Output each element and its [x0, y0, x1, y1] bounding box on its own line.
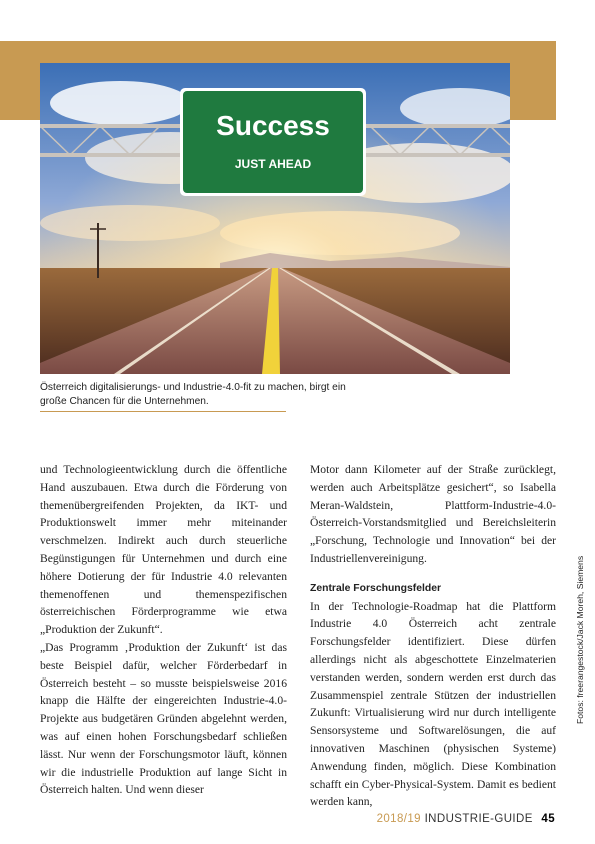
footer-year: 2018/19 — [376, 813, 421, 825]
left-column — [40, 461, 287, 799]
body-paragraph: „Das Programm ‚Produktion der Zukunft‘ ist das beste Beispiel dafür, welcher Förderbedarf in Österreich besteht – so musste beispielsweise 2016 knapp die Hälfte der eingereichten Industrie-4.0-Projekte aus budgetären Gründen abgelehnt werden, was auf einen hohen Forschungsbedarf schließen lässt. Nur wenn der Forschungsmotor läuft, können wir die industrielle Produktion auf lange Sicht in Österreich halten. Und wenn dieser — [40, 640, 287, 797]
sign-title: Success — [216, 110, 330, 141]
hero-photo — [40, 63, 510, 374]
footer-publication-title: INDUSTRIE-GUIDE — [424, 813, 533, 825]
body-paragraph: Motor dann Kilometer auf der Straße zurücklegt, werden auch Arbeitsplätze gesichert“, so Isabella Meran-Waldstein, Plattform-Industrie-4.0-Österreich-Vorstandsmitglied und Bereichsleiterin „Forschung, Technologie und Innovation“ bei der Industriellenvereinigung. — [310, 463, 556, 565]
page-footer — [377, 813, 555, 825]
photo-caption: Österreich digitalisierungs- und Industrie-4.0-fit zu machen, birgt ein große Chancen für die Unternehmen. — [40, 382, 346, 407]
sign-subtitle: JUST AHEAD — [234, 157, 312, 171]
right-column — [310, 461, 556, 811]
body-paragraph: und Technologieentwicklung durch die öffentliche Hand auszubauen. Etwa durch die Förderung von themenübergreifenden Projekten, da IKT- und Produktionswelt immer mehr miteinander verschmelzen. Indirekt auch durch steuerliche Begünstigungen für Unternehmen und durch eine höhere Dotierung der für Industrie 4.0 relevanten themenoffenen und themenspezifischen österreichischen Förderprogramme wie etwa „Produktion der Zukunft“. — [40, 463, 287, 637]
section-subheading: Zentrale Forschungsfelder — [310, 582, 442, 594]
page-number: 45 — [541, 813, 555, 825]
caption-divider — [40, 411, 286, 412]
photo-credit: Fotos: freerangestock/Jack Moreh, Siemens — [575, 555, 585, 724]
body-paragraph: In der Technologie-Roadmap hat die Plattform Industrie 4.0 Österreich acht zentrale Forschungsfelder identifiziert. Diese dürfen allerdings nicht als abgeschottete Einzelmaterien verstanden werden, sondern werden erst durch das Zusammenspiel zentrale Stützen der industriellen Zukunft: Virtualisierung wird nur durch intelligente Sensorsysteme und Softwarelösungen, die auf innovativen Maschinen (physischen Systeme) Anwendung finden, möglich. Diese Kombination schafft ein Cyber-Physical-System. Damit es bedient werden kann, — [310, 599, 556, 809]
